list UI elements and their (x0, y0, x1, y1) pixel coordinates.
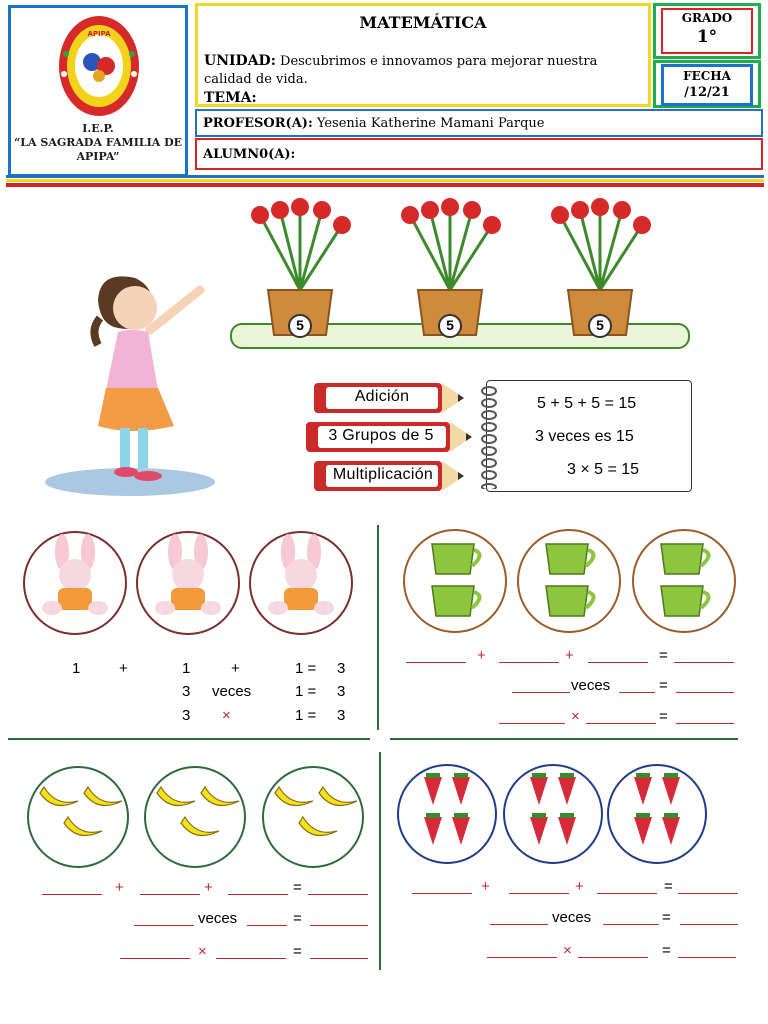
banana-icon (26, 765, 130, 869)
strawberry-blank-2[interactable] (509, 881, 569, 894)
cup-blank-8[interactable] (499, 711, 565, 724)
fecha-inner (661, 64, 753, 106)
profesor-name: Yesenia Katherine Mamani Parque (316, 116, 545, 131)
cup-group-3 (631, 528, 737, 639)
unidad-text: Descubrimos e innovamos para mejorar nuestra calidad de vida. (204, 54, 598, 87)
banana-icon (143, 765, 247, 869)
bunny-row2-a: 3 (182, 683, 191, 700)
cup-blank-5[interactable] (512, 680, 570, 693)
strawberry-icon (502, 763, 604, 865)
pencil-label: Multiplicación (332, 466, 434, 483)
title-panel (195, 3, 651, 107)
banana-blank-7[interactable] (310, 913, 368, 926)
cup-icon (631, 528, 737, 634)
bunny-group-2 (135, 530, 241, 641)
banana-group-2 (143, 765, 247, 874)
pencil-label: 3 Grupos de 5 (328, 427, 434, 444)
strawberry-group-3 (606, 763, 708, 870)
unidad-label: UNIDAD: (204, 53, 276, 69)
stripe-red (6, 183, 764, 187)
vertical-divider-bottom (379, 752, 381, 970)
logo-text: APIPA (87, 30, 111, 38)
bunny-icon (22, 530, 128, 636)
tema-label: TEMA: (204, 90, 257, 106)
banana-icon (261, 765, 365, 869)
strawberry-blank-8[interactable] (487, 945, 557, 958)
bunny-row1-result: 3 (337, 660, 346, 677)
strawberry-row3-equals: = (662, 942, 671, 959)
cup-blank-9[interactable] (586, 711, 656, 724)
stripe-yellow (6, 179, 764, 182)
cup-blank-7[interactable] (676, 680, 734, 693)
profesor-label: PROFESOR(A): (203, 116, 313, 131)
profesor-line (203, 116, 544, 131)
school-line-2: “LA SAGRADA FAMILIA DE (13, 136, 183, 149)
bunny-row1-b: 1 (182, 660, 191, 677)
strawberry-blank-6[interactable] (603, 912, 659, 925)
profesor-row (195, 109, 763, 137)
girl-pointing-illustration (40, 270, 220, 500)
bunny-row3-a: 3 (182, 707, 191, 724)
unidad-line (204, 52, 624, 89)
alumno-label: ALUMN0(A): (203, 147, 296, 162)
strawberry-row1-equals: = (664, 878, 673, 895)
cup-group-2 (516, 528, 622, 639)
cup-blank-4[interactable] (674, 650, 734, 663)
banana-row1-plus2: + (204, 879, 213, 896)
notebook-line-1: 5 + 5 + 5 = 15 (537, 395, 637, 412)
bunny-row1-plus1: + (119, 660, 128, 677)
bunny-row3-times: × (222, 707, 231, 724)
cup-row2-equals: = (659, 677, 668, 694)
school-logo-panel (8, 5, 188, 177)
notebook-line-2: 3 veces es 15 (535, 428, 634, 445)
strawberry-row2-equals: = (662, 909, 671, 926)
banana-blank-10[interactable] (310, 946, 368, 959)
cup-blank-1[interactable] (406, 650, 466, 663)
flower-pot-1 (230, 195, 370, 350)
strawberry-group-2 (502, 763, 604, 870)
strawberry-row1-plus2: + (575, 878, 584, 895)
strawberry-icon (606, 763, 708, 865)
strawberry-blank-9[interactable] (578, 945, 648, 958)
pot-number: 5 (446, 317, 454, 333)
cup-group-1 (402, 528, 508, 639)
banana-row1-plus1: + (115, 879, 124, 896)
bunny-icon (135, 530, 241, 636)
flower-pots-group (230, 195, 690, 360)
banana-blank-9[interactable] (216, 946, 286, 959)
strawberry-blank-10[interactable] (678, 945, 736, 958)
pot-number: 5 (596, 317, 604, 333)
school-name (11, 122, 185, 164)
cup-blank-3[interactable] (588, 650, 648, 663)
strawberry-blank-1[interactable] (412, 881, 472, 894)
bunny-icon (248, 530, 354, 636)
bunny-group-1 (22, 530, 128, 641)
banana-group-3 (261, 765, 365, 874)
strawberry-row1-plus1: + (481, 878, 490, 895)
stripe-blue (6, 175, 764, 178)
strawberry-group-1 (396, 763, 498, 870)
strawberry-blank-4[interactable] (678, 881, 738, 894)
horizontal-divider-left (8, 738, 370, 740)
bunny-row2-veces: veces (212, 683, 252, 700)
banana-row3-times: × (198, 943, 207, 960)
cup-row1-plus1: + (477, 647, 486, 664)
grado-value: 1° (696, 27, 718, 47)
banana-blank-6[interactable] (247, 913, 287, 926)
pot-number: 5 (296, 317, 304, 333)
bunny-group-3 (248, 530, 354, 641)
bunny-row1-plus2: + (231, 660, 240, 677)
strawberry-icon (396, 763, 498, 865)
strawberry-blank-5[interactable] (490, 912, 548, 925)
cup-row2-veces: veces (571, 677, 611, 694)
bunny-row2-result: 3 (337, 683, 346, 700)
pencil-label: Adición (354, 388, 410, 405)
cup-blank-2[interactable] (499, 650, 559, 663)
banana-blank-1[interactable] (42, 882, 102, 895)
cup-row1-plus2: + (565, 647, 574, 664)
banana-row1-equals: = (293, 879, 302, 896)
banana-blank-3[interactable] (228, 882, 288, 895)
bunny-row1-a: 1 (72, 660, 81, 677)
cup-blank-6[interactable] (619, 680, 655, 693)
banana-row3-equals: = (293, 943, 302, 960)
bunny-row3-result: 3 (337, 707, 346, 724)
school-line-1: I.E.P. (82, 122, 114, 135)
grado-inner (661, 8, 753, 54)
banana-group-1 (26, 765, 130, 874)
school-crest-icon (56, 14, 142, 118)
strawberry-row3-times: × (563, 942, 572, 959)
notebook-card (486, 380, 692, 492)
cup-row3-times: × (571, 708, 580, 725)
banana-blank-5[interactable] (134, 913, 194, 926)
banana-row2-veces: veces (198, 910, 238, 927)
cup-blank-10[interactable] (676, 711, 734, 724)
cup-row1-equals: = (659, 647, 668, 664)
vertical-divider-top (377, 525, 379, 730)
alumno-row (195, 138, 763, 170)
banana-row2-equals: = (293, 910, 302, 927)
fecha-value: /12/21 (684, 85, 730, 100)
bunny-row1-c: 1 = (295, 660, 317, 677)
bunny-row3-b: 1 = (295, 707, 317, 724)
cup-icon (516, 528, 622, 634)
banana-blank-4[interactable] (308, 882, 368, 895)
notebook-line-3: 3 × 5 = 15 (567, 461, 640, 478)
horizontal-divider-right (390, 738, 738, 740)
spiral-binding-icon (479, 385, 499, 489)
grado-label: GRADO (681, 11, 733, 25)
cup-row3-equals: = (659, 708, 668, 725)
fecha-label: FECHA (683, 69, 731, 83)
school-line-3: APIPA” (76, 150, 120, 163)
banana-blank-8[interactable] (120, 946, 190, 959)
cup-icon (402, 528, 508, 634)
banana-blank-2[interactable] (140, 882, 200, 895)
subject-title: MATEMÁTICA (359, 13, 487, 32)
flower-pot-3 (530, 195, 670, 350)
strawberry-blank-3[interactable] (597, 881, 657, 894)
strawberry-row2-veces: veces (552, 909, 592, 926)
strawberry-blank-7[interactable] (680, 912, 738, 925)
flower-pot-2 (380, 195, 520, 350)
bunny-row2-b: 1 = (295, 683, 317, 700)
